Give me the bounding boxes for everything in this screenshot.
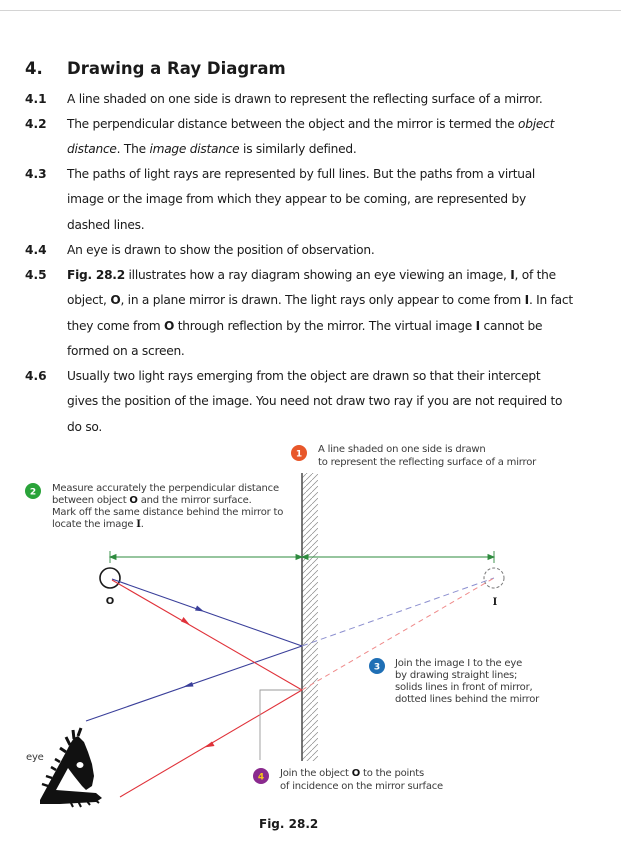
callout-3-text: Join the image I to the eye xyxy=(395,658,523,669)
paragraph-number: 4.1 xyxy=(25,92,47,106)
callout-2-text: locate the image I. xyxy=(52,519,144,530)
blue-ray-virtual-extension xyxy=(302,578,494,646)
callout-2-text: between object O and the mirror surface. xyxy=(52,495,252,506)
text-line: The paths of light rays are represented by full lines. But the paths from a virtual xyxy=(67,167,536,181)
paragraph-number: 4.3 xyxy=(25,167,47,181)
text-run: object, xyxy=(67,293,111,308)
callout-3-text: solids lines in front of mirror, xyxy=(395,682,533,693)
callout-3 xyxy=(369,658,540,705)
bold-symbol: I xyxy=(475,318,480,333)
callout-2 xyxy=(25,483,283,530)
italic-term: image distance xyxy=(149,142,240,157)
bold-symbol: I xyxy=(524,293,529,308)
callout-4-number: 4 xyxy=(257,772,265,783)
blue-ray-reflected-arrow xyxy=(183,682,194,687)
mirror-shading xyxy=(302,473,318,761)
section-title: Drawing a Ray Diagram xyxy=(67,59,286,78)
text-line: dashed lines. xyxy=(67,217,145,232)
blue-ray-arrow xyxy=(195,606,204,612)
italic-term: distance xyxy=(67,142,117,157)
paragraph-number: 4.4 xyxy=(25,243,47,257)
text-run: . The xyxy=(116,142,150,157)
image-label: I xyxy=(492,597,498,608)
section-number: 4. xyxy=(25,59,43,78)
paragraph-number: 4.5 xyxy=(25,268,47,282)
object-label: O xyxy=(105,596,115,607)
text-run: they come from xyxy=(67,318,164,333)
red-ray-arrow xyxy=(181,617,190,625)
callout-3-number: 3 xyxy=(373,662,381,673)
eye-label: eye xyxy=(26,752,44,763)
callout-3-text: dotted lines behind the mirror xyxy=(395,694,540,705)
bold-symbol: I xyxy=(510,268,515,282)
callout-1-text: A line shaded on one side is drawn xyxy=(318,444,486,455)
text-line: gives the position of the image. You need not draw two ray if you are not required to xyxy=(67,394,563,409)
callout-2-text: Measure accurately the perpendicular distance xyxy=(52,483,279,494)
text-run: through reflection by the mirror. The virtual image xyxy=(174,318,476,333)
text-run: The perpendicular distance between the object and the mirror is termed the xyxy=(67,117,519,131)
callout-1-text: to represent the reflecting surface of a mirror xyxy=(318,457,537,468)
bold-symbol: O xyxy=(163,318,175,333)
paragraph-text: An eye is drawn to show the position of observation. xyxy=(67,243,375,257)
text-run: cannot be xyxy=(479,318,543,333)
paragraph-text: A line shaded on one side is drawn to represent the reflecting surface of a mirror. xyxy=(67,92,543,106)
figure-reference: Fig. 28.2 xyxy=(67,268,125,282)
callout-4-leader xyxy=(260,690,300,760)
bold-symbol: O xyxy=(110,293,121,308)
text-run: illustrates how a ray diagram showing an eye viewing an image, xyxy=(124,268,511,282)
paragraph-number: 4.6 xyxy=(25,369,47,383)
text-line: image or the image from which they appear to be coming, are represented by xyxy=(67,192,526,207)
text-run: , of the xyxy=(514,268,556,282)
eye-icon xyxy=(40,728,102,807)
figure-caption: Fig. 28.2 xyxy=(259,817,319,831)
callout-1 xyxy=(291,444,537,468)
text-line: Usually two light rays emerging from the object are drawn so that their intercept xyxy=(67,369,541,383)
text-run: is similarly defined. xyxy=(239,142,357,157)
callout-2-text: Mark off the same distance behind the mirror to xyxy=(52,507,284,518)
paragraph-number: 4.2 xyxy=(25,117,47,131)
text-line: do so. xyxy=(67,419,103,434)
text-run: formed on a screen. xyxy=(67,343,185,358)
text-run: , in a plane mirror is drawn. The light rays only appear to come from xyxy=(120,293,525,308)
object-circle xyxy=(100,568,120,588)
callout-1-number: 1 xyxy=(295,449,303,460)
callout-4-text: Join the object O to the points xyxy=(280,768,424,779)
italic-term: object xyxy=(518,117,555,131)
text-run: . In fact xyxy=(528,293,573,308)
callout-4-text: of incidence on the mirror surface xyxy=(280,781,444,792)
callout-2-number: 2 xyxy=(29,487,37,498)
callout-3-text: by drawing straight lines; xyxy=(395,670,518,681)
callout-4 xyxy=(253,768,443,792)
